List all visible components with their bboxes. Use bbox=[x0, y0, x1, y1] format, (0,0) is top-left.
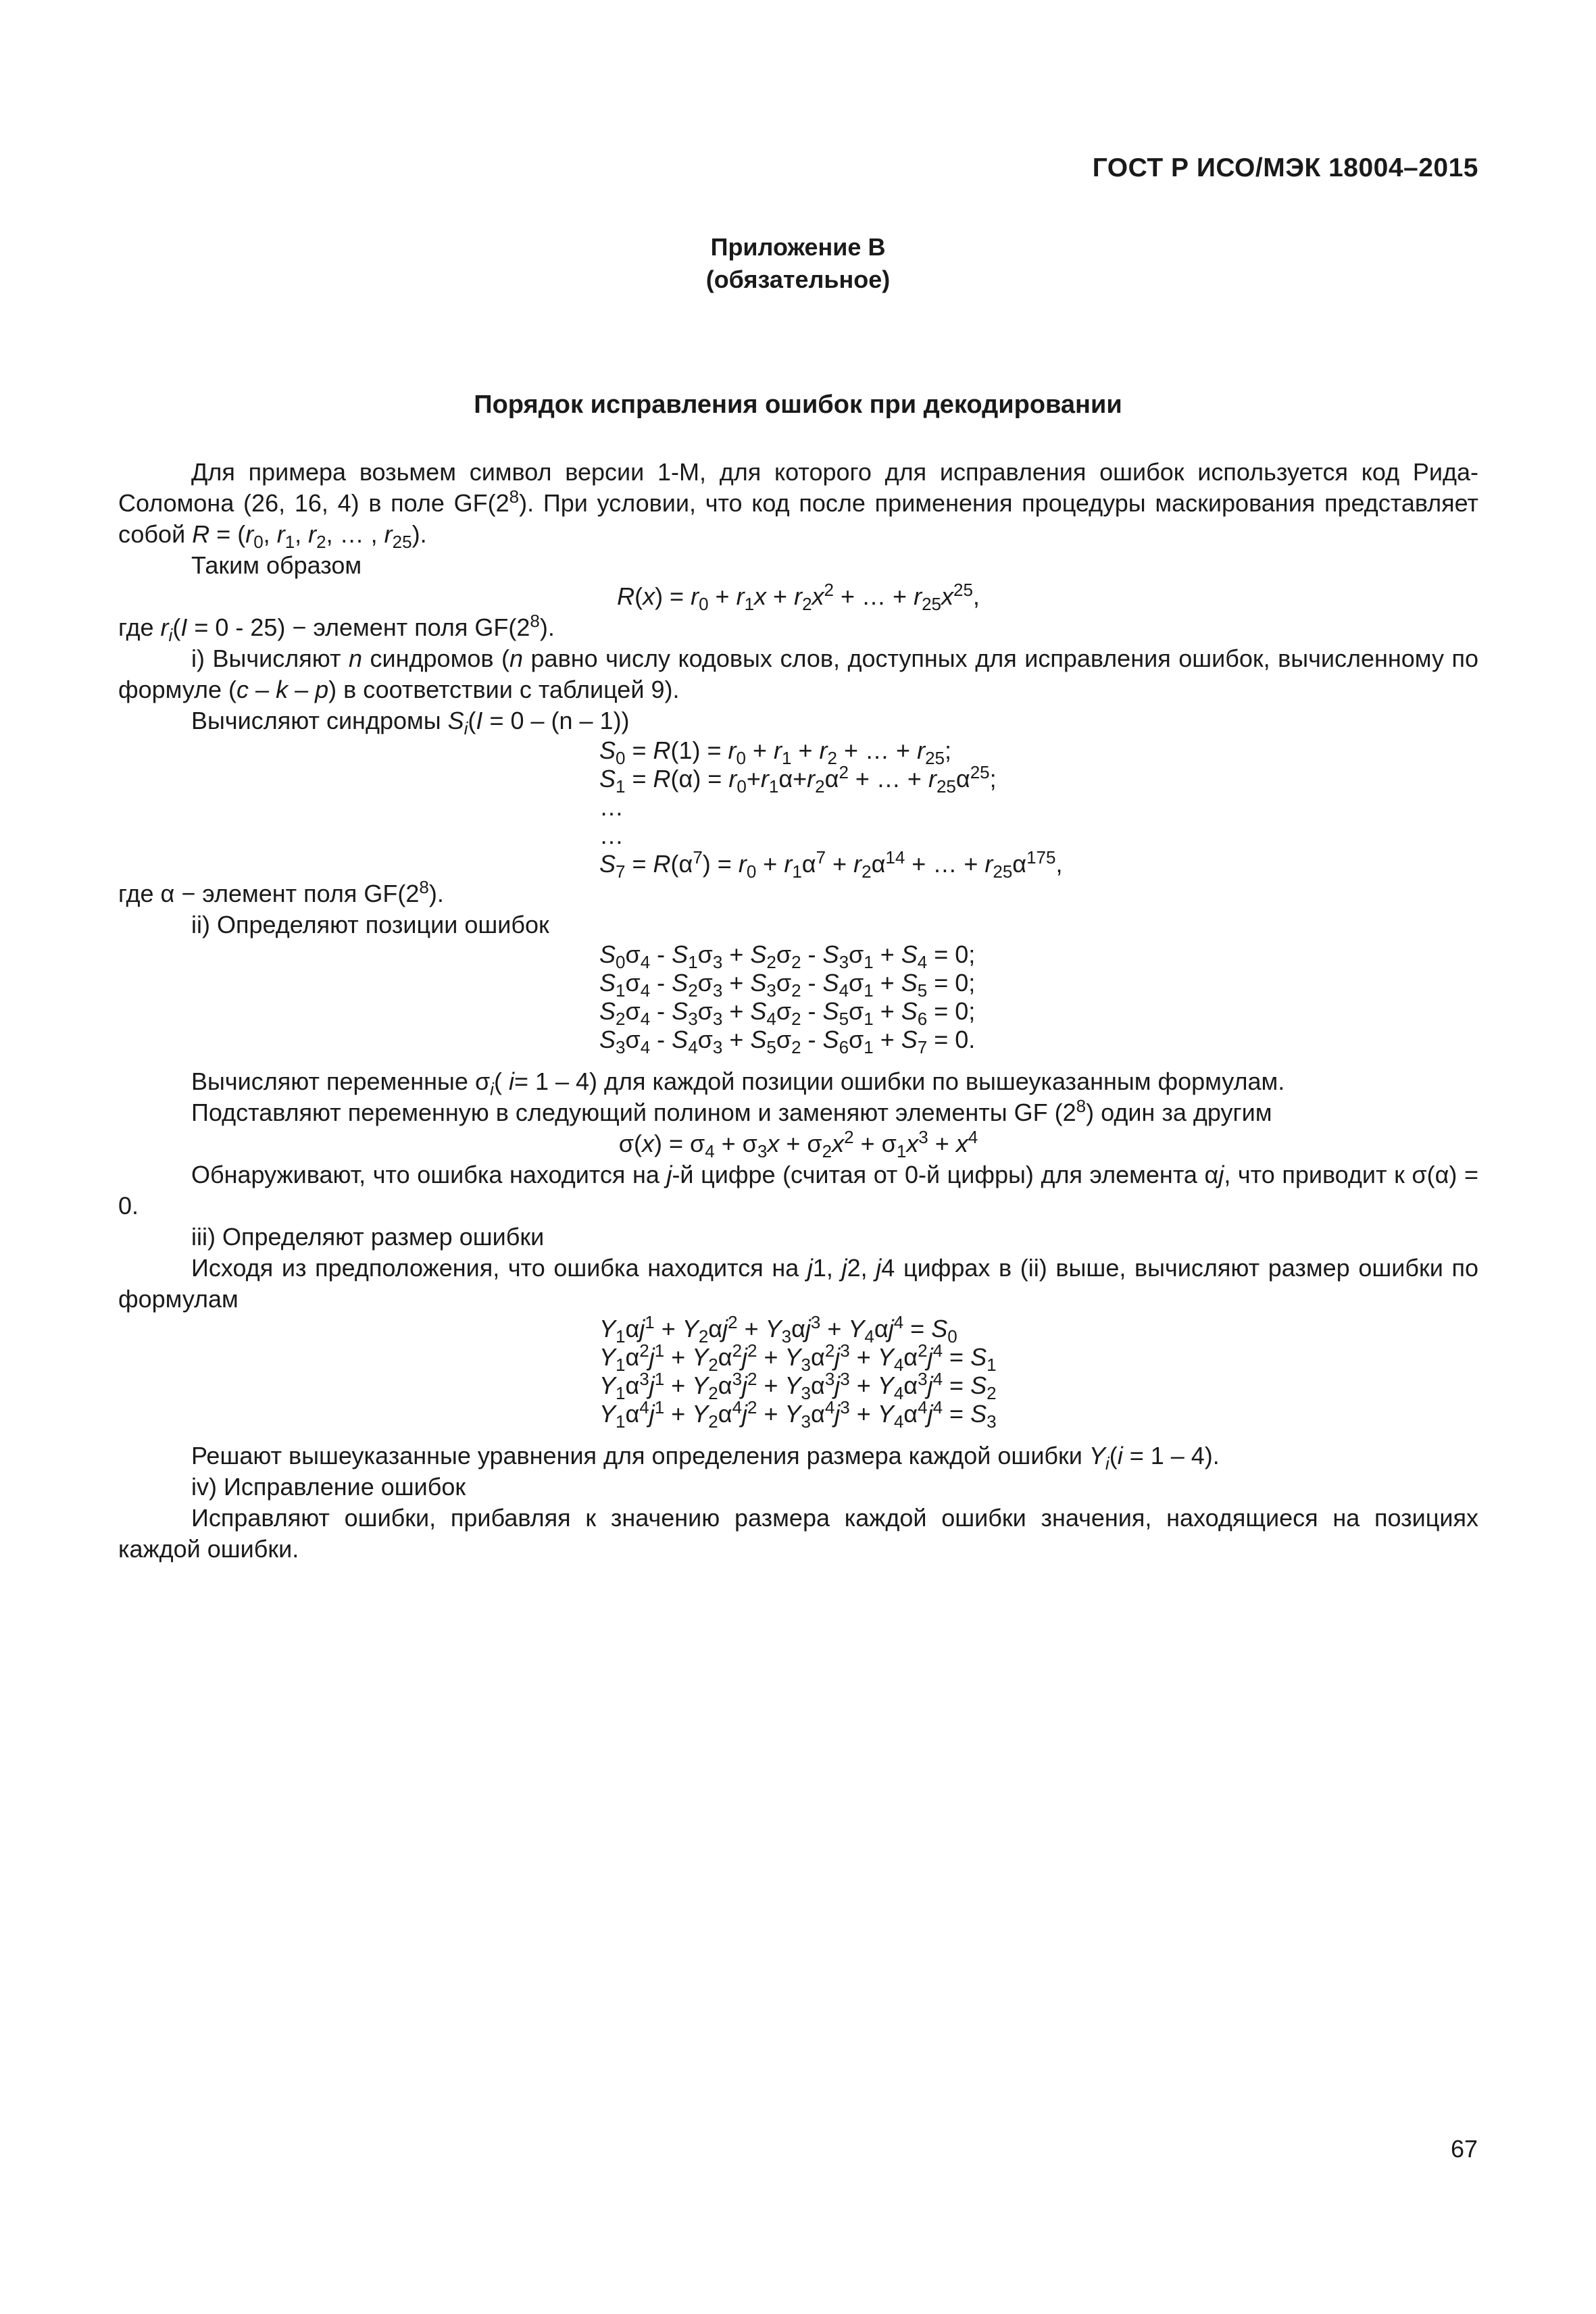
paragraph-correct: Исправляют ошибки, прибавляя к значению размера каждой ошибки значения, находящиеся на позициях каждой ошибки. bbox=[118, 1504, 1478, 1563]
paragraph-substitute: Подставляют переменную в следующий полином и заменяют элементы GF $(2^8)$ один за другим bbox=[191, 1096, 1272, 1126]
annex-title: Приложение В bbox=[710, 233, 886, 261]
paragraph-variables: Вычисляют переменные $\sigma_i$( i= 1 – 4) для каждой позиции ошибки по вышеуказанным формулам. bbox=[191, 1067, 1285, 1100]
paragraph-step-iv: iv) Исправление ошибок bbox=[191, 1473, 466, 1501]
equations-sizes: $Y_1\alpha j^1 + Y_2\alpha j^2 + Y_3\alpha j^3 + Y_4\alpha j^4 = S_0$ $Y_1\alpha^2j^1 + Y_2\alpha^2j^2 + Y_3\alpha^2j^3 + Y_4\alpha^2j^4 = S_1$ $Y_1\alpha^3j^1 + Y_2\alpha^3j^2 + Y_3\alpha^3j^3 + Y_4\alpha^3j^4 = S_2$ $Y_1\alpha^4j^1 + Y_2\alpha^4j^2 + Y_3\alpha^4j^3 + Y_4\alpha^4j^4 = S_3$ bbox=[599, 1312, 997, 1432]
paragraph-solve: Решают вышеуказанные уравнения для определения размера каждой ошибки $Y_i(i = 1 - 4)$. bbox=[191, 1442, 1220, 1474]
paragraph-intro: Для примера возьмем символ версии 1-M, для которого для исправления ошибок используется код Рида-Соломона (26, 16, 4) в поле $GF(2^8)$. При условии, что код после применения процедуры маскирования представляет собой $R = (r_0$, $r_1$, $r_2$, … , $r_{25}$). bbox=[118, 458, 1478, 553]
annex-heading bbox=[0, 231, 1596, 296]
equation-sigma: $\sigma(x) = \sigma_4 + \sigma_3x + \sigma_2x^2 + \sigma_1x^3 + x^4$ bbox=[618, 1127, 978, 1162]
document-header: ГОСТ Р ИСО/МЭК 18004–2015 bbox=[1092, 153, 1478, 182]
paragraph-step-ii: ii) Определяют позиции ошибок bbox=[191, 911, 549, 938]
section-title: Порядок исправления ошибок при декодировании bbox=[474, 391, 1122, 419]
paragraph-assume: Исходя из предположения, что ошибка находится на j1, j2, j4 цифрах в (ii) выше, вычисляют размер ошибки по формулам bbox=[118, 1254, 1478, 1313]
page-number: 67 bbox=[1450, 2135, 1478, 2163]
paragraph-thus: Таким образом bbox=[191, 551, 362, 579]
equation-polynomial: $R(x) = r_0 + r_1x + r_2x^2$ + … + $r_{25}x^{25}$, bbox=[617, 580, 980, 615]
paragraph-step-iii: iii) Определяют размер ошибки bbox=[191, 1223, 545, 1251]
paragraph-where-alpha: где α − элемент поля $GF(2^8)$. bbox=[118, 877, 444, 907]
paragraph-step-i: i) Вычисляют n синдромов (n равно числу кодовых слов, доступных для исправления ошибок, вычисленному по формуле (c – k – p) в соответствии с таблицей 9). bbox=[118, 645, 1478, 703]
annex-status: (обязательное) bbox=[705, 266, 891, 293]
equations-positions: $S_0\sigma_4 - S_1\sigma_3 + S_2\sigma_2 - S_3\sigma_1 + S_4 = 0$; $S_1\sigma_4 - S_2\sigma_3 + S_3\sigma_2 - S_4\sigma_1 + S_5 = 0$; $S_2\sigma_4 - S_3\sigma_3 + S_4\sigma_2 - S_5\sigma_1 + S_6 = 0$; $S_3\sigma_4 - S_4\sigma_3 + S_5\sigma_2 - S_6\sigma_1 + S_7 = 0$. bbox=[599, 940, 976, 1058]
document-body bbox=[118, 457, 1478, 1565]
paragraph-detect: Обнаруживают, что ошибка находится на j-й цифре (считая от 0-й цифры) для элемента αj, что приводит к σ(α) = 0. bbox=[118, 1161, 1478, 1219]
paragraph-syndromes: Вычисляют синдромы $S_i(I = 0 - (n - 1))$ bbox=[191, 707, 630, 739]
paragraph-where-ri: где $r_i(I = 0 - 25)$ − элемент поля $GF(2^8)$. bbox=[118, 611, 555, 646]
equations-syndromes: $S_0 = R(1) = r_0 + r_1 + r_2$ + … + $r_{25}$; $S_1 = R(\alpha) = r_0+r_1\alpha+r_2\alpha^2$ + … + $r_{25}\alpha^{25}$; … … $S_7 = R(\alpha^7) = r_0 + r_1\alpha^7 + r_2\alpha^{14}$ + … + $r_{25}\alpha^{175}$, bbox=[599, 736, 1063, 882]
